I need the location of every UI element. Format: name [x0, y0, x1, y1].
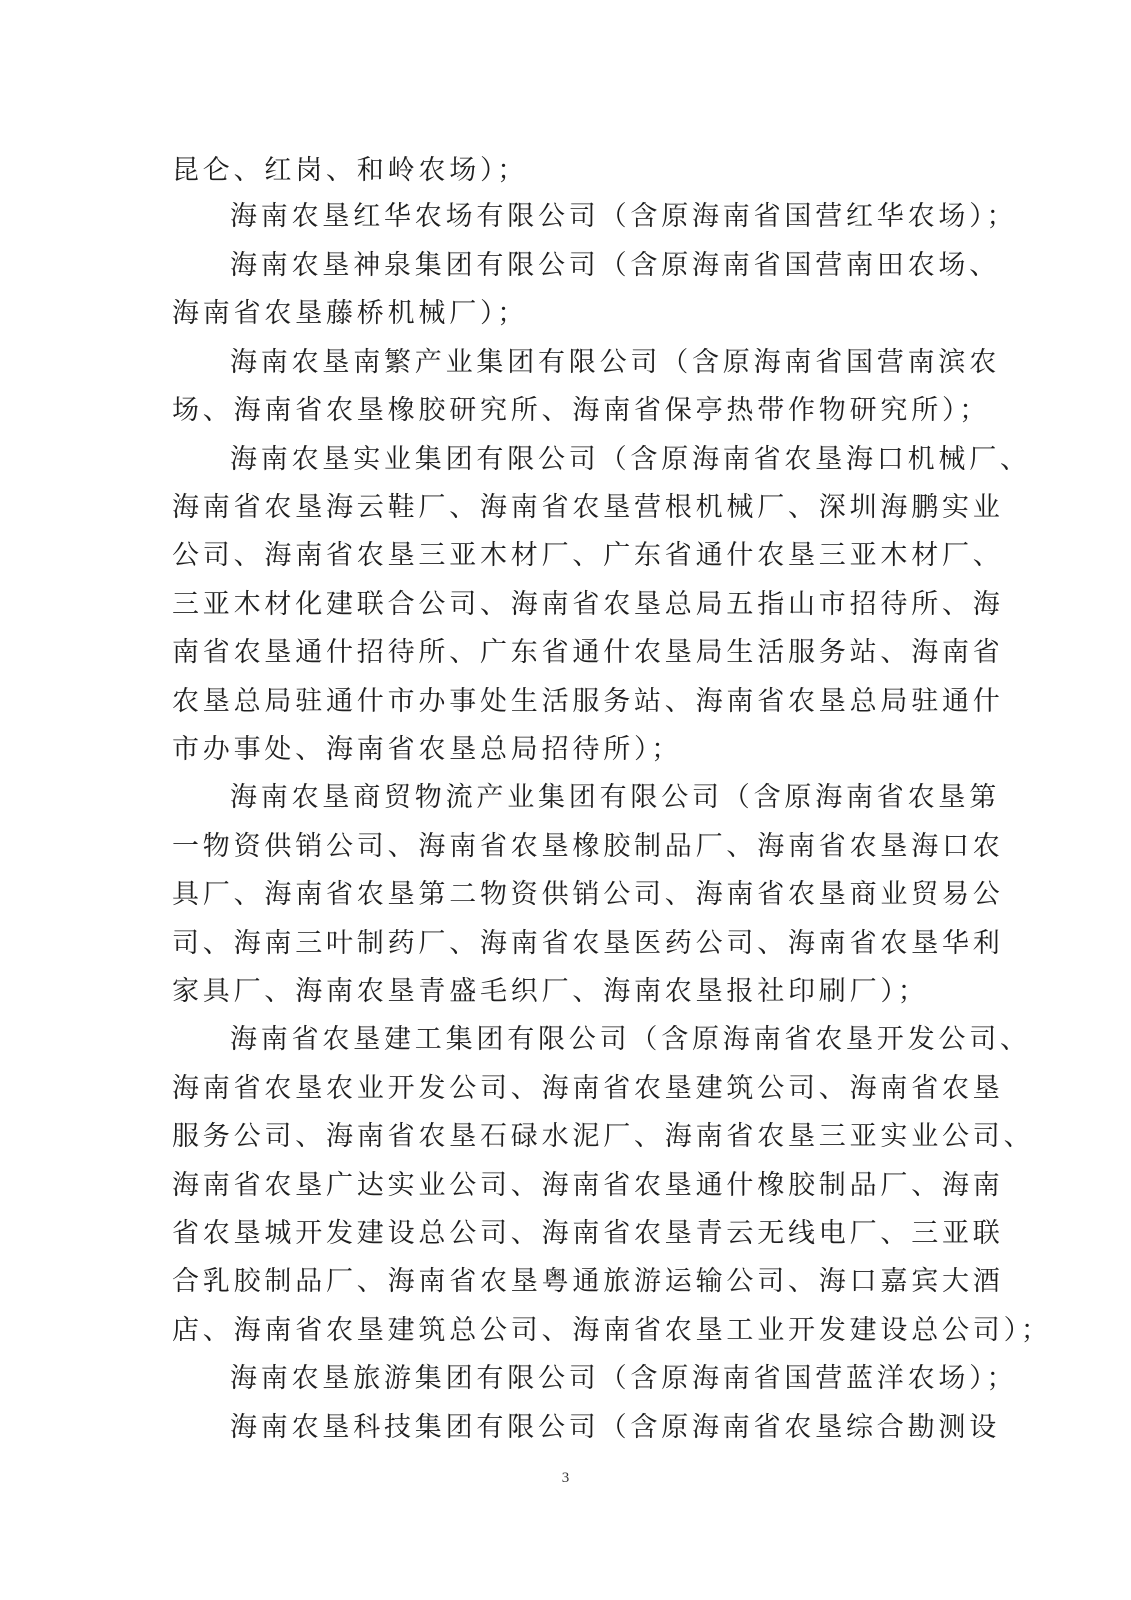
text-line-24: 合乳胶制品厂、海南省农垦粤通旅游运输公司、海口嘉宾大酒 [172, 1266, 1004, 1297]
text-line-5: 海南农垦南繁产业集团有限公司（含原海南省国营南滨农 [230, 347, 1000, 378]
text-line-22: 海南省农垦广达实业公司、海南省农垦通什橡胶制品厂、海南 [172, 1170, 1004, 1201]
text-line-4: 海南省农垦藤桥机械厂）； [172, 298, 529, 329]
text-line-3: 海南农垦神泉集团有限公司（含原海南省国营南田农场、 [230, 250, 1000, 281]
text-line-11: 南省农垦通什招待所、广东省通什农垦局生活服务站、海南省 [172, 637, 1004, 668]
text-line-2: 海南农垦红华农场有限公司（含原海南省国营红华农场）； [230, 201, 1018, 232]
text-line-16: 具厂、海南省农垦第二物资供销公司、海南省农垦商业贸易公 [172, 879, 1004, 910]
text-line-19: 海南省农垦建工集团有限公司（含原海南省农垦开发公司、 [230, 1024, 1031, 1055]
text-line-21: 服务公司、海南省农垦石碌水泥厂、海南省农垦三亚实业公司、 [172, 1121, 1035, 1152]
text-line-14: 海南农垦商贸物流产业集团有限公司（含原海南省农垦第 [230, 782, 1000, 813]
text-line-12: 农垦总局驻通什市办事处生活服务站、海南省农垦总局驻通什 [172, 686, 1004, 717]
text-line-27: 海南农垦科技集团有限公司（含原海南省农垦综合勘测设 [230, 1412, 1000, 1443]
text-line-15: 一物资供销公司、海南省农垦橡胶制品厂、海南省农垦海口农 [172, 831, 1004, 862]
text-line-26: 海南农垦旅游集团有限公司（含原海南省国营蓝洋农场）； [230, 1363, 1018, 1394]
text-line-25: 店、海南省农垦建筑总公司、海南省农垦工业开发建设总公司）； [172, 1315, 1052, 1346]
page-number: 3 [561, 1470, 570, 1486]
text-line-20: 海南省农垦农业开发公司、海南省农垦建筑公司、海南省农垦 [172, 1073, 1004, 1104]
text-line-9: 公司、海南省农垦三亚木材厂、广东省通什农垦三亚木材厂、 [172, 540, 1004, 571]
text-line-18: 家具厂、海南农垦青盛毛织厂、海南农垦报社印刷厂）； [172, 976, 929, 1007]
text-line-8: 海南省农垦海云鞋厂、海南省农垦营根机械厂、深圳海鹏实业 [172, 492, 1004, 523]
text-line-10: 三亚木材化建联合公司、海南省农垦总局五指山市招待所、海 [172, 589, 1004, 620]
text-line-1: 昆仑、红岗、和岭农场）； [172, 155, 529, 186]
text-line-23: 省农垦城开发建设总公司、海南省农垦青云无线电厂、三亚联 [172, 1218, 1004, 1249]
text-line-6: 场、海南省农垦橡胶研究所、海南省保亭热带作物研究所）； [172, 395, 991, 426]
text-line-13: 市办事处、海南省农垦总局招待所）； [172, 734, 683, 765]
text-line-17: 司、海南三叶制药厂、海南省农垦医药公司、海南省农垦华利 [172, 928, 1004, 959]
text-line-7: 海南农垦实业集团有限公司（含原海南省农垦海口机械厂、 [230, 444, 1031, 475]
